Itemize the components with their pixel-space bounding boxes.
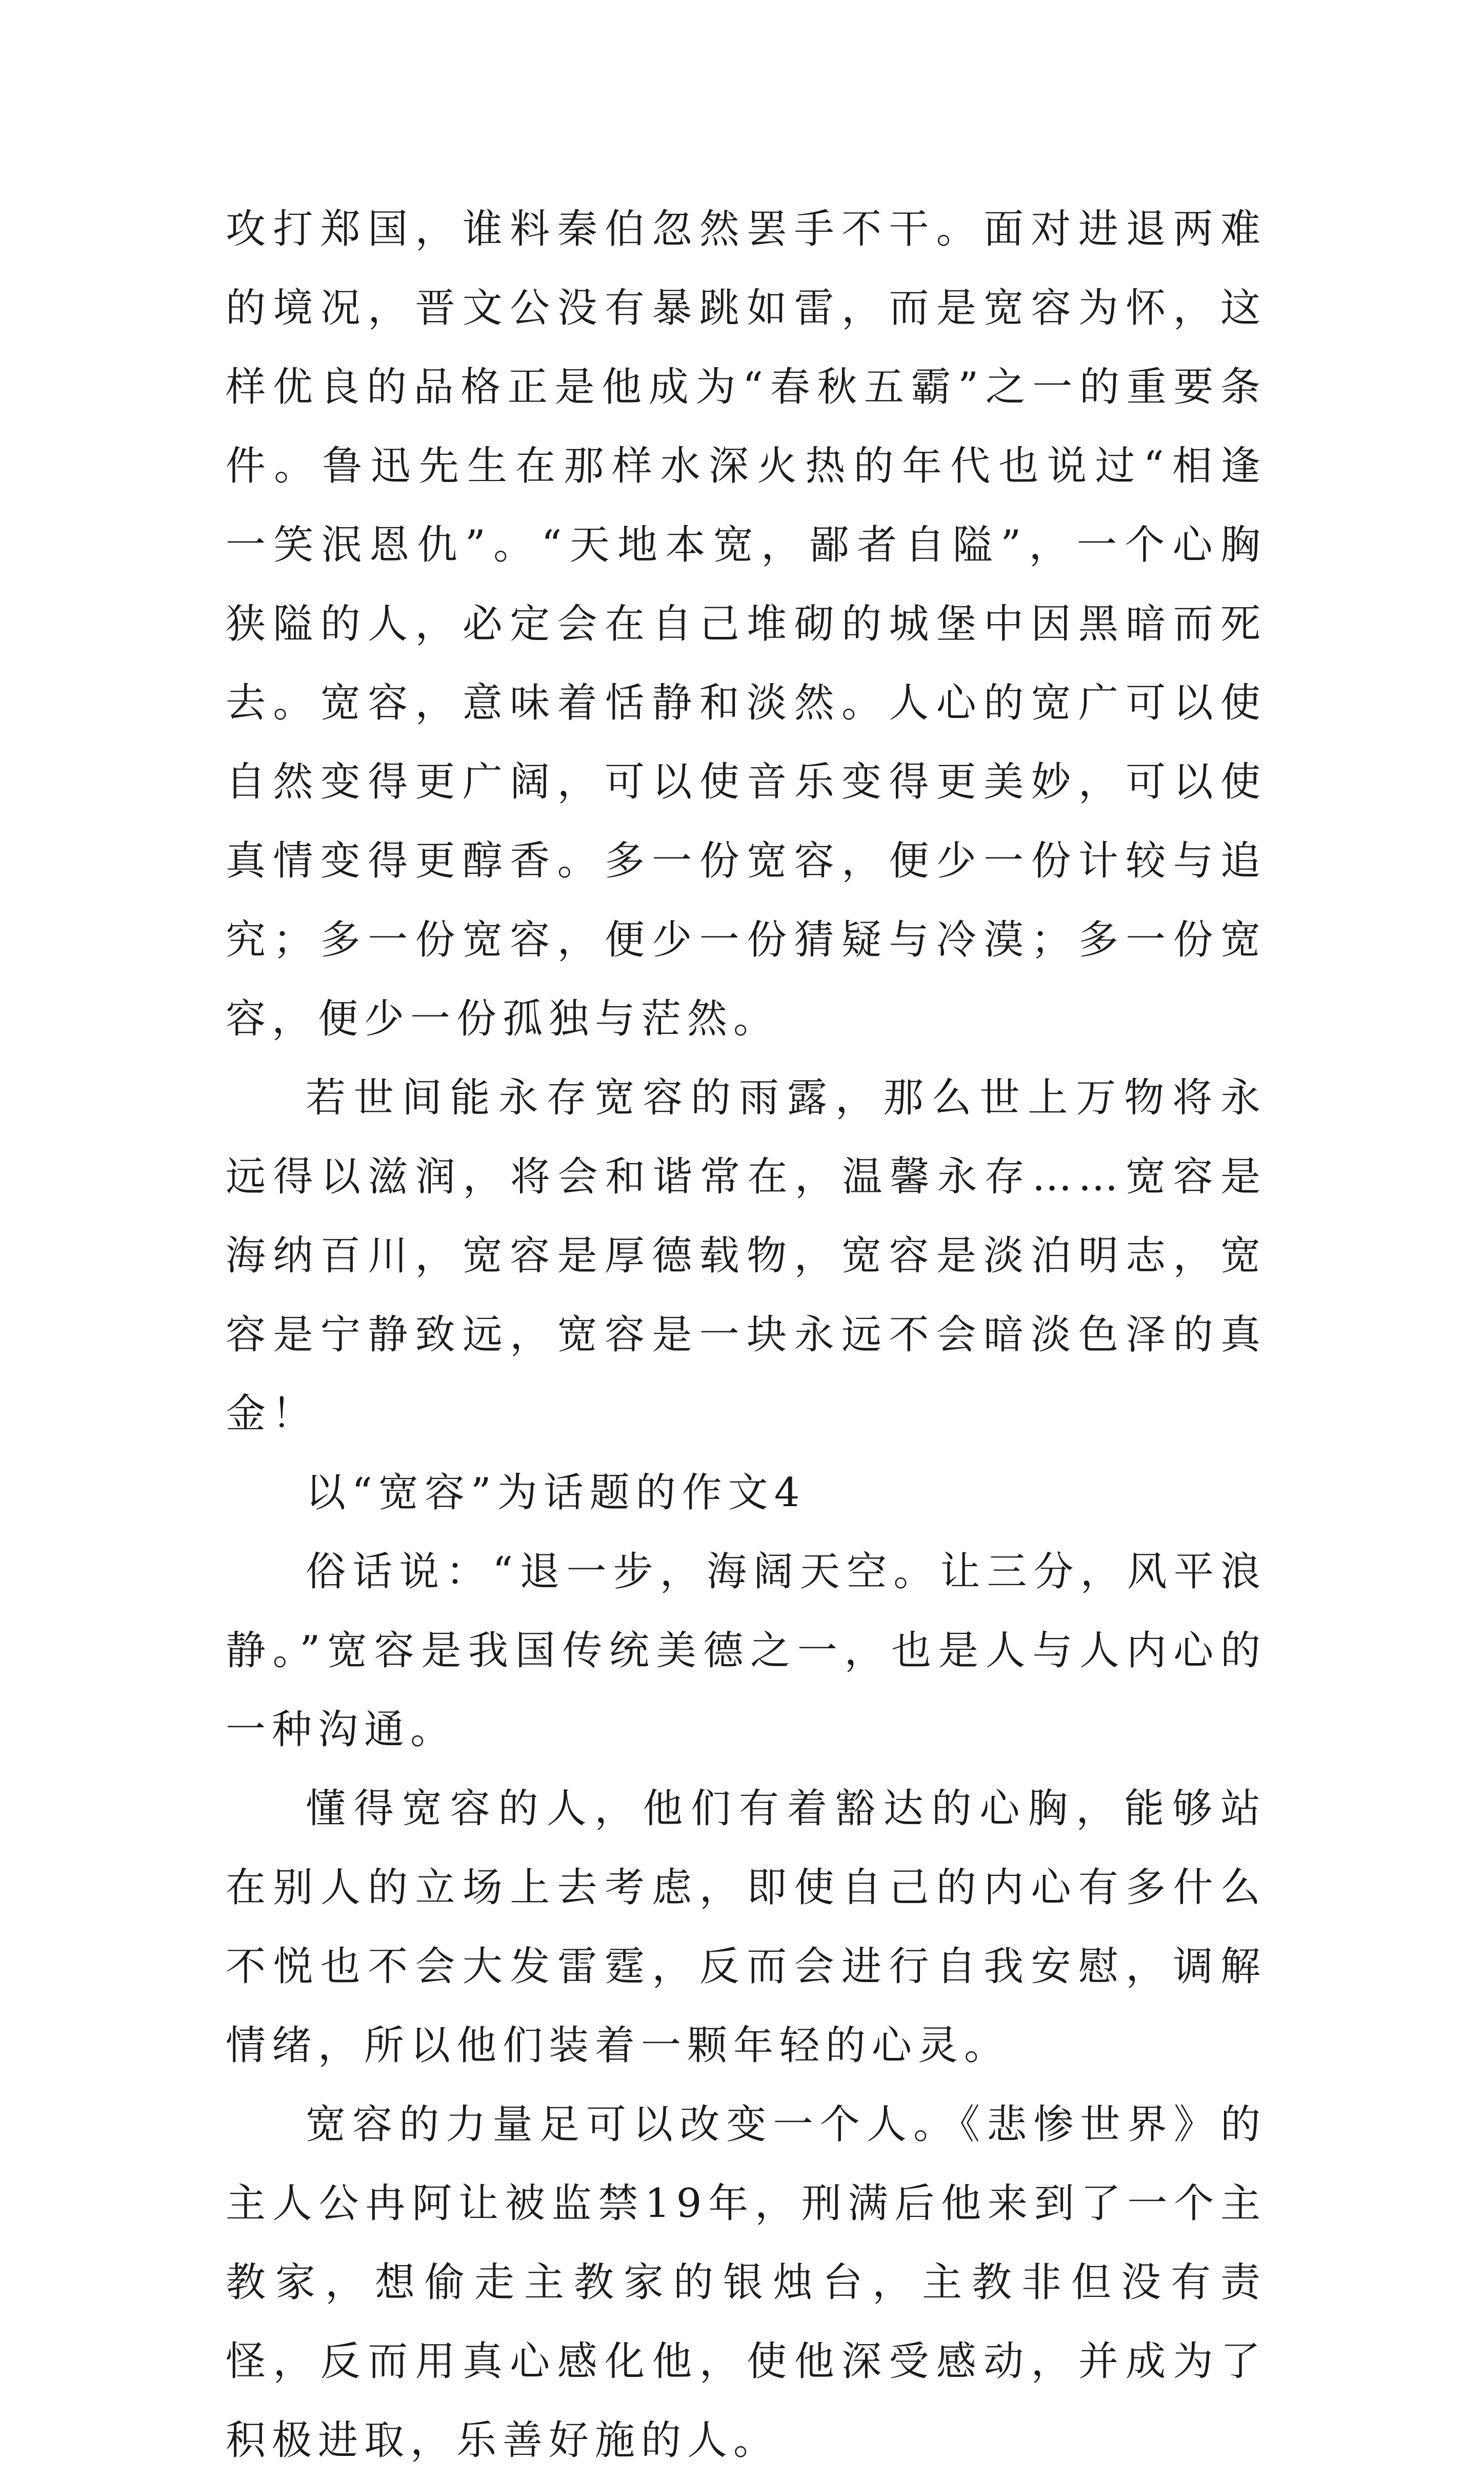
paragraph-rain-dew: 若世间能永存宽容的雨露，那么世上万物将永远得以滋润，将会和谐常在，温馨永存……宽容是海纳百川，宽容是厚德载物，宽容是淡泊明志，宽容是宁静致远，宽容是一块永远不会暗淡色泽的真金！ xyxy=(226,1075,1267,1437)
paragraph-continuation: 攻打郑国，谁料秦伯忽然罢手不干。面对进退两难的境况，晋文公没有暴跳如雷，而是宽容为怀，这样优良的品格正是他成为“春秋五霸”之一的重要条件。鲁迅先生在那样水深火热的年代也说过“相逢一笑泯恩仇”。“天地本宽，鄙者自隘”，一个心胸狭隘的人，必定会在自己堆砌的城堡中因黑暗而死去。宽容，意味着恬静和淡然。人心的宽广可以使自然变得更广阔，可以使音乐变得更美妙，可以使真情变得更醇香。多一份宽容，便少一份计较与追究；多一份宽容，便少一份猜疑与冷漠；多一份宽容，便少一份孤独与茫然。 xyxy=(226,206,1267,1042)
paragraph-les-miserables: 宽容的力量足可以改变一个人。《悲惨世界》的主人公冉阿让被监禁19年，刑满后他来到了一个主教家，想偷走主教家的银烛台，主教非但没有责怪，反而用真心感化他，使他深受感动，并成为了积极进取，乐善好施的人。 xyxy=(226,2102,1267,2464)
essay-heading: 以“宽容”为话题的作文4 xyxy=(306,1470,806,1516)
paragraph-proverb: 俗话说：“退一步，海阔天空。让三分，风平浪静。”宽容是我国传统美德之一，也是人与人内心的一种沟通。 xyxy=(226,1549,1267,1753)
paragraph-understanding: 懂得宽容的人，他们有着豁达的心胸，能够站在别人的立场上去考虑，即使自己的内心有多什么不悦也不会大发雷霆，反而会进行自我安慰，调解情绪，所以他们装着一颗年轻的心灵。 xyxy=(226,1786,1267,2069)
body-text xyxy=(226,190,1267,2480)
